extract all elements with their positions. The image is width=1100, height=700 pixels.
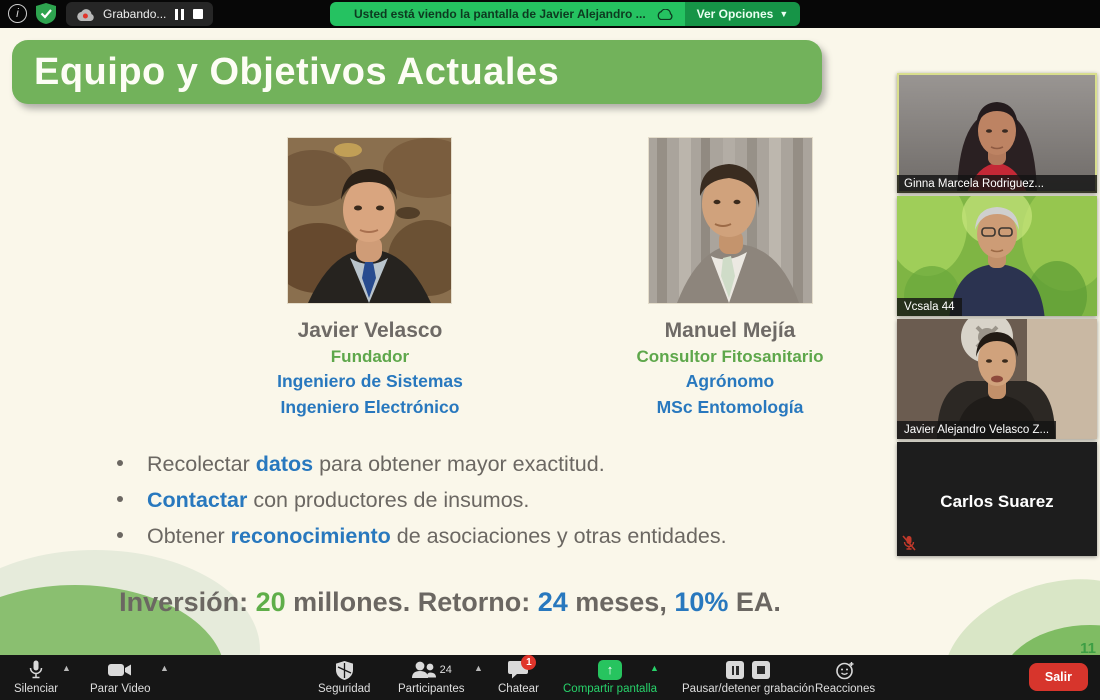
participant-name-label: Ginna Marcela Rodriguez... <box>897 175 1097 193</box>
mute-label: Silenciar <box>14 683 59 695</box>
microphone-icon <box>29 659 43 681</box>
view-options-dropdown[interactable] <box>685 2 801 26</box>
cloud-icon <box>656 9 673 20</box>
view-options-label: Ver Opciones <box>696 7 774 21</box>
return-months: 24 <box>537 587 568 617</box>
photo-manuel-mejia <box>648 137 813 304</box>
stop-video-label: Parar Video <box>90 683 151 695</box>
pause-recording-icon[interactable] <box>175 9 184 20</box>
screen-share-text: Usted está viendo la pantalla de Javier Alejandro ... <box>354 7 646 21</box>
objectives-bullet-list <box>117 452 727 560</box>
person-card-javier <box>210 319 530 423</box>
reactions-smiley-icon <box>836 659 855 681</box>
recording-cloud-icon <box>76 8 94 20</box>
bullet-highlight: datos <box>255 452 314 476</box>
slide-title-banner <box>12 40 822 104</box>
person-credential: Agrónomo <box>685 371 775 391</box>
leave-meeting-button[interactable]: Salir <box>1029 663 1088 691</box>
person-role: Fundador <box>330 347 410 366</box>
muted-mic-icon <box>902 535 916 551</box>
slide-page-number: 11 <box>1080 640 1096 655</box>
participants-options-caret[interactable]: ▲ <box>474 663 483 673</box>
return-rate: 10% <box>674 587 729 617</box>
share-screen-label: Compartir pantalla <box>563 683 657 695</box>
screen-share-banner <box>330 2 800 26</box>
investment-text: Inversión: <box>119 587 256 617</box>
security-shield-icon <box>336 659 353 681</box>
person-credential: Ingeniero de Sistemas <box>277 371 463 391</box>
bullet-text: con productores de insumos. <box>247 488 530 512</box>
bullet-text: para obtener mayor exactitud. <box>313 452 605 476</box>
bullet-text: Recolectar <box>147 452 256 476</box>
video-tile-vcsala[interactable] <box>897 196 1097 316</box>
investment-amount: 20 <box>255 587 286 617</box>
investment-text: millones. Retorno: <box>285 587 538 617</box>
video-tile-ginna[interactable] <box>897 73 1097 193</box>
stop-video-button[interactable] <box>90 659 151 695</box>
chat-button[interactable] <box>498 659 539 695</box>
participant-video-strip <box>897 73 1097 559</box>
security-label: Seguridad <box>318 683 371 695</box>
share-screen-icon: ↑ <box>598 660 622 680</box>
security-button[interactable] <box>318 659 370 695</box>
stop-recording-icon[interactable] <box>752 661 770 679</box>
bullet-text: Obtener <box>147 524 231 548</box>
participants-count: 24 <box>439 664 452 676</box>
person-name: Javier Velasco <box>297 319 443 342</box>
video-tile-carlos[interactable] <box>897 442 1097 556</box>
bullet-text: de asociaciones y otras entidades. <box>390 524 727 548</box>
investment-text: EA. <box>728 587 781 617</box>
photo-javier-velasco <box>287 137 452 304</box>
bullet-item <box>117 488 727 513</box>
reactions-label: Reacciones <box>815 683 876 695</box>
person-card-manuel <box>570 319 890 423</box>
investment-summary-line <box>0 587 900 618</box>
participants-button[interactable] <box>398 659 464 695</box>
bullet-item <box>117 452 727 477</box>
participant-name-label: Carlos Suarez <box>940 492 1054 511</box>
mute-options-caret[interactable]: ▲ <box>62 663 71 673</box>
recording-pill <box>66 2 213 26</box>
person-role: Consultor Fitosanitario <box>636 347 824 366</box>
chevron-down-icon: ▼ <box>779 9 789 19</box>
bullet-highlight: reconocimiento <box>230 524 391 548</box>
recording-status: Grabando... <box>103 7 167 21</box>
share-screen-button[interactable] <box>563 659 657 695</box>
slide-title: Equipo y Objetivos Actuales <box>34 50 560 93</box>
encryption-shield-icon[interactable] <box>36 3 56 24</box>
participants-label: Participantes <box>398 683 465 695</box>
bullet-item <box>117 524 727 549</box>
person-credential: Ingeniero Electrónico <box>280 397 460 417</box>
chat-unread-badge: 1 <box>521 655 536 670</box>
reactions-button[interactable] <box>815 659 875 695</box>
person-name: Manuel Mejía <box>664 319 796 342</box>
investment-text: meses, <box>567 587 675 617</box>
video-options-caret[interactable]: ▲ <box>160 663 169 673</box>
participants-icon <box>411 661 437 679</box>
share-options-caret[interactable]: ▲ <box>650 663 659 673</box>
record-label: Pausar/detener grabación <box>682 683 815 695</box>
chat-label: Chatear <box>498 683 539 695</box>
bullet-highlight: Contactar <box>147 488 248 512</box>
stop-recording-icon[interactable] <box>193 9 203 19</box>
mute-button[interactable] <box>14 659 58 695</box>
meeting-control-bar <box>0 655 1100 700</box>
pause-stop-recording-button[interactable] <box>682 659 814 695</box>
participant-name-label: Vcsala 44 <box>897 298 962 316</box>
video-tile-javier-alejandro[interactable] <box>897 319 1097 439</box>
bullet-dot <box>117 496 123 502</box>
camera-icon <box>108 659 132 681</box>
bullet-dot <box>117 460 123 466</box>
screen-share-message <box>330 2 685 26</box>
pause-recording-icon[interactable] <box>726 661 744 679</box>
participant-name-label: Javier Alejandro Velasco Z... <box>897 421 1056 439</box>
bullet-dot <box>117 532 123 538</box>
person-credential: MSc Entomología <box>656 397 804 417</box>
info-icon[interactable]: i <box>8 4 27 23</box>
meeting-top-bar <box>0 0 1100 28</box>
